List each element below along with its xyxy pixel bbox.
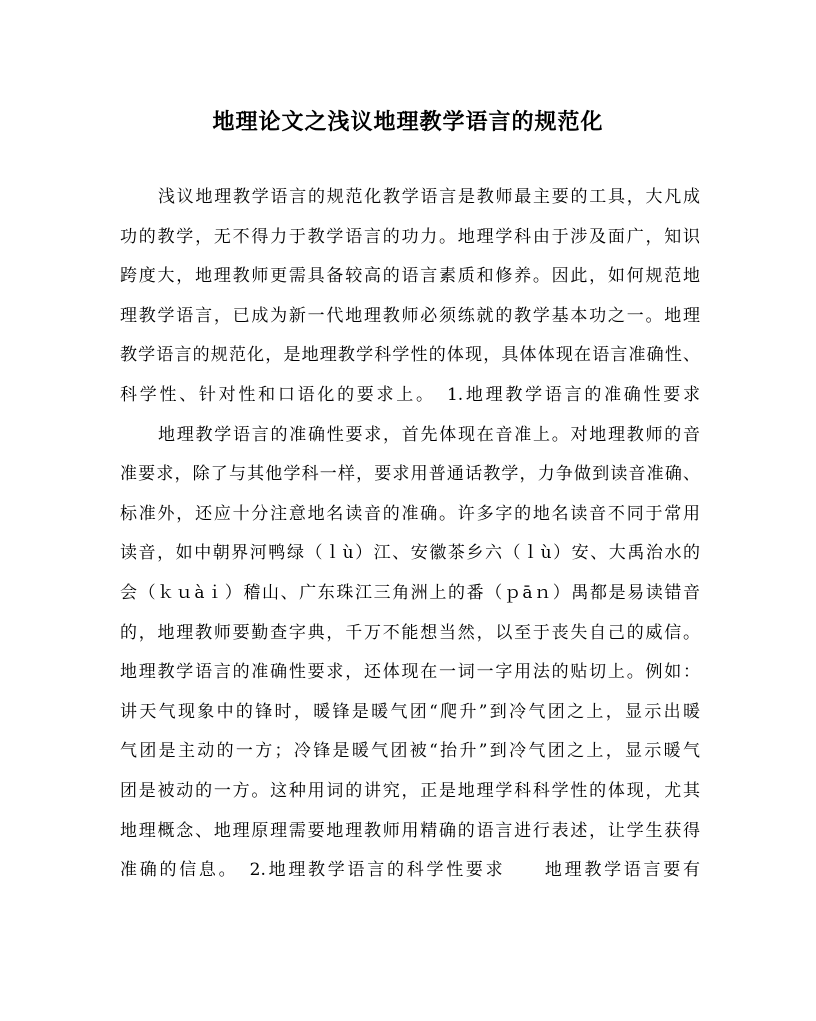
body-line: 标准外，还应十分注意地名读音的准确。许多字的地名读音不同于常用 bbox=[120, 503, 700, 524]
body-line: 地理教学语言的准确性要求，首先体现在音准上。对地理教师的音 bbox=[158, 424, 700, 445]
body-line: 理教学语言，已成为新一代地理教师必须练就的教学基本功之一。地理 bbox=[120, 305, 700, 326]
body-line: 功的教学，无不得力于教学语言的功力。地理学科由于涉及面广，知识 bbox=[120, 226, 700, 247]
document-title: 地理论文之浅议地理教学语言的规范化 bbox=[212, 110, 604, 135]
body-line: 会（ｋｕàｉ）稽山、广东珠江三角洲上的番（ｐāｎ）禺都是易读错音 bbox=[120, 582, 700, 603]
body-line: 讲天气现象中的锋时，暖锋是暖气团“爬升”到冷气团之上，显示出暖 bbox=[120, 701, 700, 722]
body-line: 团是被动的一方。这种用词的讲究，正是地理学科科学性的体现，尤其 bbox=[120, 780, 700, 801]
body-line: 科学性、针对性和口语化的要求上。 1.地理教学语言的准确性要求 bbox=[120, 384, 700, 405]
body-line: 地理概念、地理原理需要地理教师用精确的语言进行表述，让学生获得 bbox=[120, 820, 700, 841]
body-line: 浅议地理教学语言的规范化教学语言是教师最主要的工具，大凡成 bbox=[158, 187, 700, 207]
body-line: 准确的信息。 2.地理教学语言的科学性要求 地理教学语言要有 bbox=[120, 860, 700, 881]
body-line: 教学语言的规范化，是地理教学科学性的体现，具体体现在语言准确性、 bbox=[120, 345, 700, 366]
body-line: 气团是主动的一方；冷锋是暖气团被“抬升”到冷气团之上，显示暖气 bbox=[120, 741, 700, 762]
body-line: 读音，如中朝界河鸭绿（ｌù）江、安徽茶乡六（ｌù）安、大禹治水的 bbox=[120, 543, 700, 564]
body-line: 地理教学语言的准确性要求，还体现在一词一字用法的贴切上。例如： bbox=[120, 662, 700, 683]
body-line: 的，地理教师要勤查字典，千万不能想当然，以至于丧失自己的威信。 bbox=[120, 622, 700, 643]
body-line: 准要求，除了与其他学科一样，要求用普通话教学，力争做到读音准确、 bbox=[120, 464, 700, 485]
document-body bbox=[120, 178, 700, 891]
body-line: 跨度大，地理教师更需具备较高的语言素质和修养。因此，如何规范地 bbox=[120, 266, 700, 287]
